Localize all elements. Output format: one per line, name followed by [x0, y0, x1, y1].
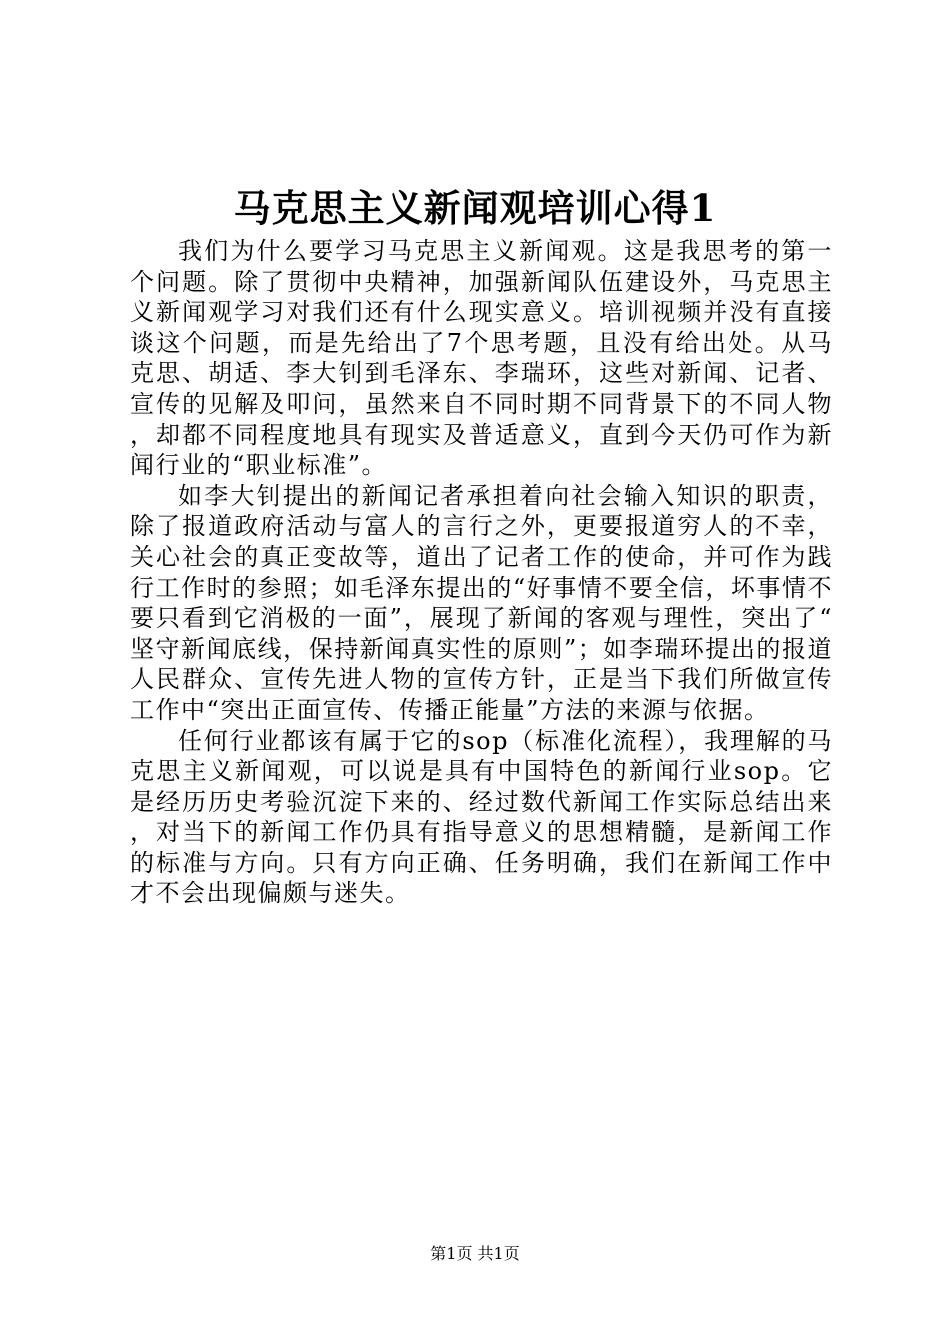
document-body	[130, 236, 833, 909]
document-title: 马克思主义新闻观培训心得1	[233, 186, 717, 230]
paragraph-3: 任何行业都该有属于它的sop（标准化流程），我理解的马克思主义新闻观，可以说是具有中国特色的新闻行业sop。它是经历历史考验沉淀下来的、经过数代新闻工作实际总结出来，对当下的新闻工作仍具有指导意义的思想精髓，是新闻工作的标准与方向。只有方向正确、任务明确，我们在新闻工作中才不会出现偏颇与迷失。	[130, 726, 833, 908]
paragraph-1: 我们为什么要学习马克思主义新闻观。这是我思考的第一个问题。除了贯彻中央精神，加强新闻队伍建设外，马克思主义新闻观学习对我们还有什么现实意义。培训视频并没有直接谈这个问题，而是先给出了7个思考题，且没有给出处。从马克思、胡适、李大钊到毛泽东、李瑞环，这些对新闻、记者、宣传的见解及叩问，虽然来自不同时期不同背景下的不同人物，却都不同程度地具有现实及普适意义，直到今天仍可作为新闻行业的“职业标准”。	[130, 237, 833, 480]
paragraph-2: 如李大钊提出的新闻记者承担着向社会输入知识的职责，除了报道政府活动与富人的言行之外，更要报道穷人的不幸，关心社会的真正变故等，道出了记者工作的使命，并可作为践行工作时的参照；如毛泽东提出的“好事情不要全信，坏事情不要只看到它消极的一面”，展现了新闻的客观与理性，突出了“坚守新闻底线，保持新闻真实性的原则”；如李瑞环提出的报道人民群众、宣传先进人物的宣传方针，正是当下我们所做宣传工作中“突出正面宣传、传播正能量”方法的来源与依据。	[130, 481, 833, 724]
page-footer: 第1页 共1页	[430, 1244, 520, 1263]
